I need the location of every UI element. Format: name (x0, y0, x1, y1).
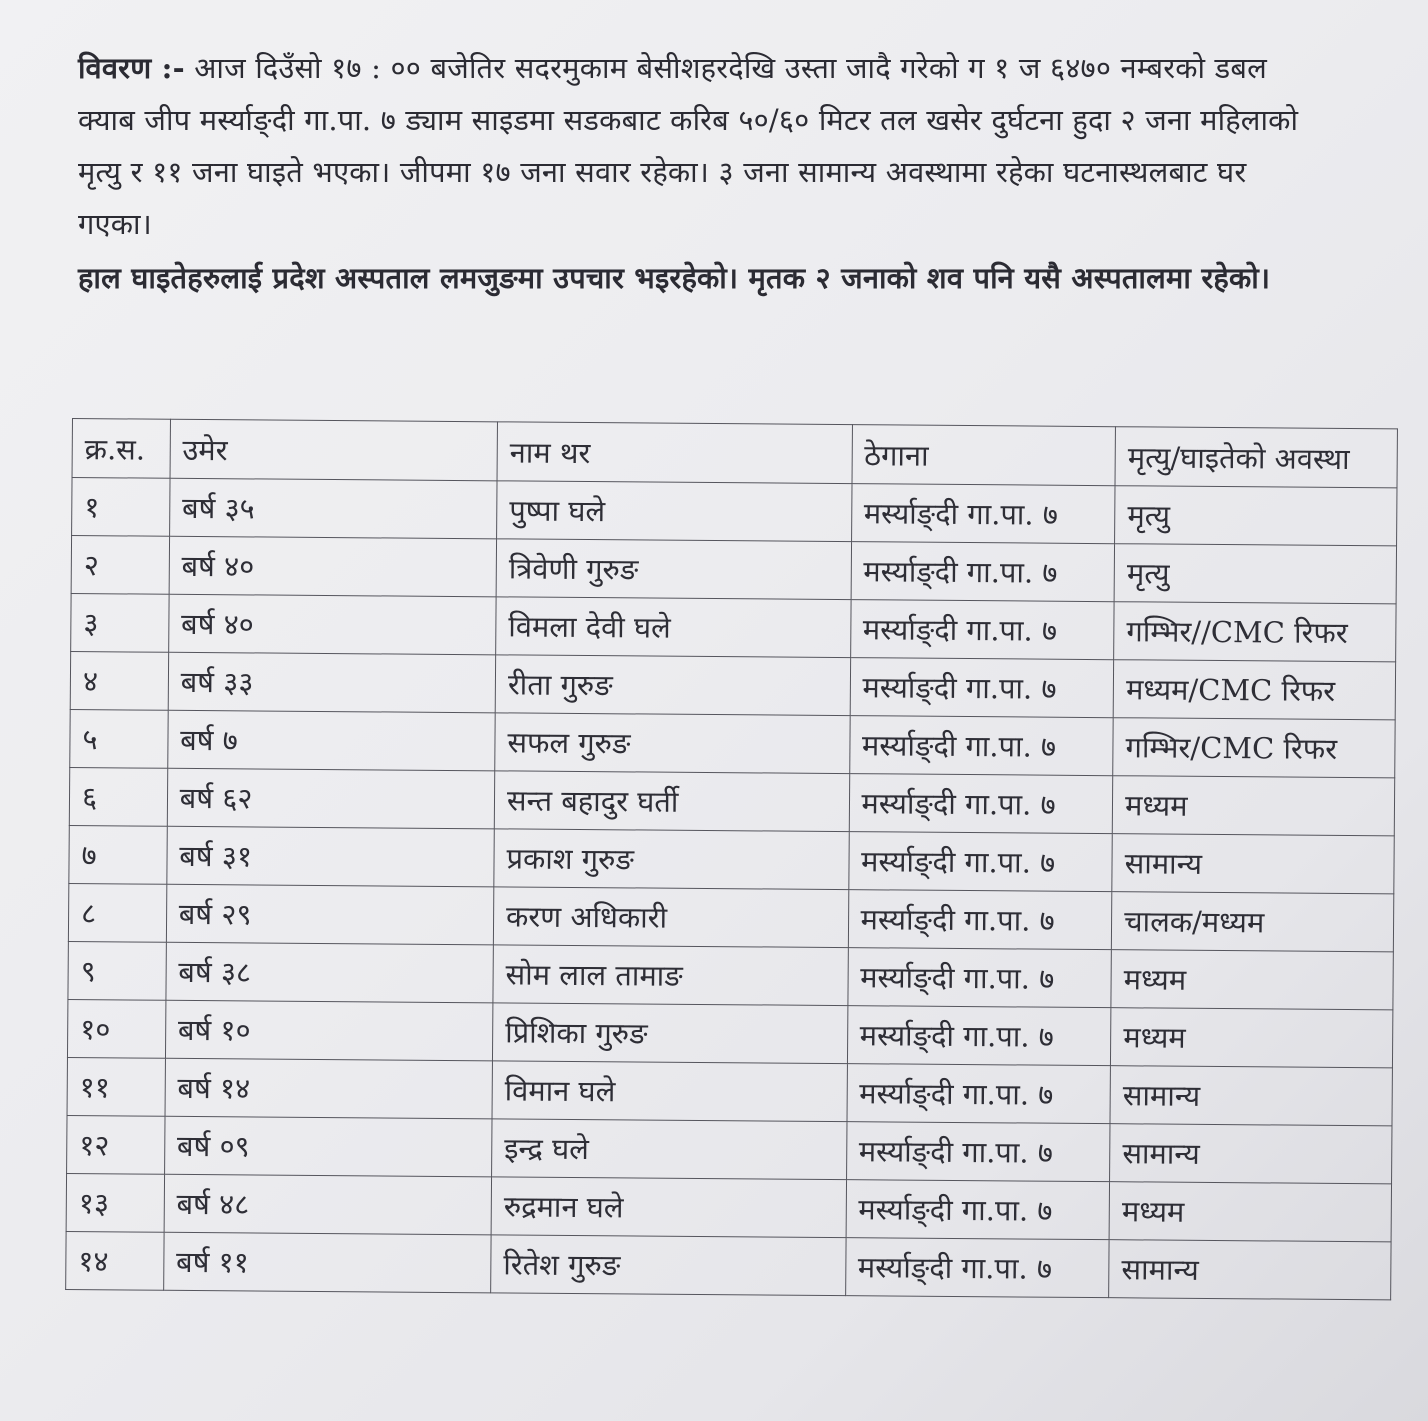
cell-name: त्रिवेणी गुरुङ (496, 539, 851, 600)
cell-age: बर्ष ६२ (167, 768, 495, 829)
description-paragraph-1 (78, 42, 1318, 250)
description-paragraph-2: हाल घाइतेहरुलाई प्रदेश अस्पताल लमजुङमा उपचार भइरहेको। मृतक २ जनाको शव पनि यसै अस्पतालमा रहेको। (78, 261, 1271, 295)
cell-address: मर्स्याङ्दी गा.पा. ७ (847, 1006, 1111, 1066)
cell-status: मध्यम/CMC रिफर (1113, 660, 1395, 720)
cell-name: इन्द्र घले (492, 1119, 847, 1180)
cell-status: सामान्य (1109, 1240, 1391, 1300)
table-row (66, 1173, 1391, 1241)
table-body (66, 478, 1397, 1300)
cell-status: गम्भिर/CMC रिफर (1113, 718, 1395, 778)
cell-name: विमान घले (492, 1061, 847, 1122)
cell-status: मध्यम (1111, 950, 1393, 1010)
cell-status: चालक/मध्यम (1111, 892, 1393, 952)
header-name: नाम थर (497, 422, 852, 484)
cell-age: बर्ष १० (165, 1000, 493, 1061)
cell-name: विमला देवी घले (496, 597, 851, 658)
cell-age: बर्ष ३८ (166, 942, 494, 1003)
table-row (68, 883, 1393, 951)
cell-sn: १४ (66, 1231, 164, 1290)
cell-status: मृत्यु (1114, 544, 1396, 604)
table-row (70, 651, 1395, 719)
cell-address: मर्स्याङ्दी गा.पा. ७ (847, 1064, 1111, 1124)
cell-age: बर्ष ३१ (167, 826, 495, 887)
casualty-table (65, 418, 1398, 1300)
cell-age: बर्ष ३५ (169, 478, 497, 539)
header-age: उमेर (170, 419, 498, 481)
cell-age: बर्ष ०९ (164, 1116, 492, 1177)
cell-status: सामान्य (1110, 1066, 1392, 1126)
cell-name: प्रकाश गुरुङ (494, 829, 849, 890)
cell-name: रुद्रमान घले (491, 1177, 846, 1238)
cell-name: रीता गुरुङ (495, 655, 850, 716)
cell-sn: ६ (69, 767, 167, 826)
cell-name: सोम लाल तामाङ (493, 945, 848, 1006)
cell-name: पुष्पा घले (497, 481, 852, 542)
cell-address: मर्स्याङ्दी गा.पा. ७ (845, 1238, 1109, 1298)
cell-address: मर्स्याङ्दी गा.पा. ७ (850, 600, 1114, 660)
cell-sn: १३ (66, 1173, 164, 1232)
cell-age: बर्ष १४ (165, 1058, 493, 1119)
cell-age: बर्ष २९ (166, 884, 494, 945)
cell-address: मर्स्याङ्दी गा.पा. ७ (847, 948, 1111, 1008)
cell-address: मर्स्याङ्दी गा.पा. ७ (851, 484, 1115, 544)
description-text: आज दिउँसो १७ : ०० बजेतिर सदरमुकाम बेसीशहरदेखि उस्ता जादै गरेको ग १ ज ६४७० नम्बरको डबल क्याब जीप मर्स्याङ्दी गा.पा. ७ ड्याम साइडमा सडकबाट करिब ५०/६० मिटर तल खसेर दुर्घटना हुदा २ जना महिलाको मृत्यु र ११ जना घाइते भएका। जीपमा १७ जना सवार रहेका। ३ जना सामान्य अवस्थामा रहेका घटनास्थलबाट घर गएका। (78, 51, 1299, 241)
cell-sn: १० (67, 999, 165, 1058)
header-status: मृत्यु/घाइतेको अवस्था (1115, 427, 1397, 488)
cell-address: मर्स्याङ्दी गा.पा. ७ (848, 890, 1112, 950)
cell-address: मर्स्याङ्दी गा.पा. ७ (849, 774, 1113, 834)
cell-sn: ११ (67, 1057, 165, 1116)
cell-address: मर्स्याङ्दी गा.पा. ७ (848, 832, 1112, 892)
cell-sn: २ (71, 536, 169, 595)
cell-status: सामान्य (1112, 834, 1394, 894)
cell-status: सामान्य (1110, 1124, 1392, 1184)
table-row (69, 825, 1394, 893)
header-address: ठेगाना (852, 425, 1116, 486)
cell-age: बर्ष ४० (168, 594, 496, 655)
cell-age: बर्ष ७ (167, 710, 495, 771)
cell-status: मृत्यु (1115, 486, 1397, 546)
table-row (70, 709, 1395, 777)
table-header-row (72, 419, 1397, 488)
cell-name: रितेश गुरुङ (491, 1235, 846, 1296)
cell-address: मर्स्याङ्दी गा.पा. ७ (846, 1180, 1110, 1240)
table-row (67, 1115, 1392, 1183)
table-row (71, 536, 1396, 604)
cell-address: मर्स्याङ्दी गा.पा. ७ (850, 658, 1114, 718)
cell-age: बर्ष ११ (163, 1232, 491, 1293)
header-sn: क्र.स. (72, 419, 170, 479)
cell-sn: ४ (70, 651, 168, 710)
cell-sn: ८ (68, 883, 166, 942)
table-row (67, 1057, 1392, 1125)
description-lead: विवरण :- (78, 51, 185, 85)
cell-name: सफल गुरुङ (495, 713, 850, 774)
cell-status: मध्यम (1109, 1182, 1391, 1242)
table-row (69, 767, 1394, 835)
cell-sn: ३ (71, 593, 169, 652)
cell-name: सन्त बहादुर घर्ती (494, 771, 849, 832)
table-row (66, 1231, 1391, 1299)
cell-status: मध्यम (1111, 1008, 1393, 1068)
cell-sn: ७ (69, 825, 167, 884)
cell-sn: ५ (70, 709, 168, 768)
cell-sn: १ (72, 478, 170, 537)
cell-sn: ९ (68, 941, 166, 1000)
cell-status: मध्यम (1112, 776, 1394, 836)
cell-address: मर्स्याङ्दी गा.पा. ७ (851, 542, 1115, 602)
cell-address: मर्स्याङ्दी गा.पा. ७ (846, 1122, 1110, 1182)
cell-name: प्रिशिका गुरुङ (492, 1003, 847, 1064)
cell-age: बर्ष ४० (169, 536, 497, 597)
cell-sn: १२ (67, 1115, 165, 1174)
table-row (67, 999, 1392, 1067)
cell-address: मर्स्याङ्दी गा.पा. ७ (849, 716, 1113, 776)
table-row (71, 593, 1396, 661)
cell-age: बर्ष ३३ (168, 652, 496, 713)
table-row (68, 941, 1393, 1009)
table-row (72, 478, 1397, 546)
cell-status: गम्भिर//CMC रिफर (1114, 602, 1396, 662)
incident-description (78, 42, 1318, 304)
cell-name: करण अधिकारी (493, 887, 848, 948)
cell-age: बर्ष ४८ (164, 1174, 492, 1235)
